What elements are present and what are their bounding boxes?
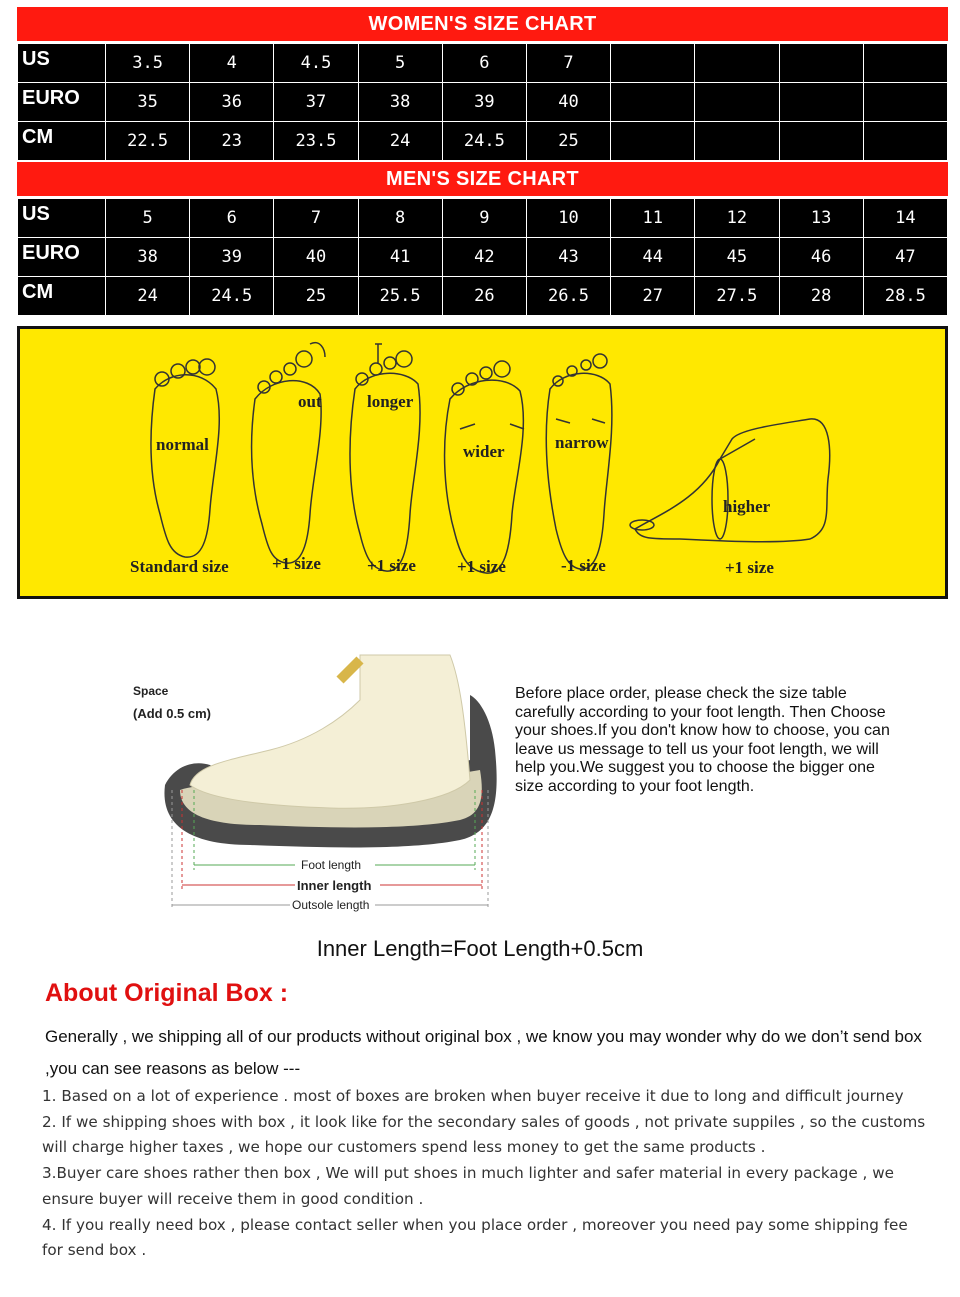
size-cell: 24: [358, 122, 442, 161]
size-cell: 25: [526, 122, 610, 161]
size-instructions: Before place order, please check the size table carefully according to your foot length. Then Choose your shoes.If you don't know how to choose, you can leave us message to tell us your foot length, we will help you.We suggest you to choose the bigger one size according to your foot length.: [515, 685, 890, 795]
reason-item: 3.Buyer care shoes rather then box , We will put shoes in much lighter and safer material in every package , we ensure buyer will receive them in good condition .: [42, 1164, 894, 1208]
size-row-label: US: [18, 199, 106, 238]
size-cell: [863, 83, 947, 122]
about-box-intro: Generally , we shipping all of our products without original box , we know you may wonder why do we don’t send box ,you can see reasons as below ---: [45, 1027, 922, 1078]
space-add-label: (Add 0.5 cm): [133, 706, 212, 721]
about-box-reasons: [42, 1084, 927, 1264]
size-cell: 13: [779, 199, 863, 238]
size-cell: 45: [695, 238, 779, 277]
size-row-label: EURO: [18, 238, 106, 277]
size-cell: 28.5: [863, 277, 947, 316]
foot-length-label: Foot length: [301, 858, 362, 872]
size-cell: 27.5: [695, 277, 779, 316]
size-cell: 26.5: [526, 277, 610, 316]
size-cell: [695, 122, 779, 161]
size-row: [18, 199, 948, 238]
label-narrow-size: -1 size: [561, 556, 606, 575]
size-cell: 35: [106, 83, 190, 122]
size-cell: 24.5: [190, 277, 274, 316]
label-higher: higher: [723, 497, 771, 516]
size-cell: [779, 44, 863, 83]
size-cell: 24.5: [442, 122, 526, 161]
size-cell: 10: [526, 199, 610, 238]
size-cell: 11: [611, 199, 695, 238]
size-row: [18, 122, 948, 161]
size-cell: 38: [358, 83, 442, 122]
label-higher-size: +1 size: [725, 558, 774, 577]
size-cell: 7: [274, 199, 358, 238]
about-box-title: About Original Box :: [45, 979, 289, 1007]
label-standard-size: Standard size: [130, 557, 229, 576]
mens-size-table: [17, 198, 948, 316]
size-cell: [695, 44, 779, 83]
size-cell: 37: [274, 83, 358, 122]
size-cell: 42: [442, 238, 526, 277]
size-cell: 25.5: [358, 277, 442, 316]
womens-size-chart: [17, 7, 948, 161]
size-cell: [695, 83, 779, 122]
label-out: out: [298, 392, 322, 411]
size-cell: 5: [106, 199, 190, 238]
size-row: [18, 238, 948, 277]
size-cell: [863, 122, 947, 161]
size-cell: 6: [442, 44, 526, 83]
inner-length-formula: Inner Length=Foot Length+0.5cm: [316, 936, 644, 961]
label-wider-size: +1 size: [457, 557, 506, 576]
size-cell: [611, 44, 695, 83]
size-cell: 39: [190, 238, 274, 277]
size-cell: 25: [274, 277, 358, 316]
size-cell: 26: [442, 277, 526, 316]
size-cell: 23.5: [274, 122, 358, 161]
size-cell: 40: [526, 83, 610, 122]
size-row-label: CM: [18, 122, 106, 161]
size-cell: 38: [106, 238, 190, 277]
size-cell: 14: [863, 199, 947, 238]
foot-type-panel: [17, 326, 948, 599]
size-cell: 43: [526, 238, 610, 277]
label-normal: normal: [156, 435, 209, 454]
label-longer-size: +1 size: [367, 556, 416, 575]
reason-item: 1. Based on a lot of experience . most of boxes are broken when buyer receive it due to long and difficult journey: [42, 1087, 904, 1105]
size-cell: 5: [358, 44, 442, 83]
size-cell: 6: [190, 199, 274, 238]
outsole-length-label: Outsole length: [292, 898, 370, 912]
size-cell: 4.5: [274, 44, 358, 83]
size-cell: 41: [358, 238, 442, 277]
size-cell: 4: [190, 44, 274, 83]
size-cell: 27: [611, 277, 695, 316]
size-cell: [779, 83, 863, 122]
womens-chart-title: WOMEN'S SIZE CHART: [17, 7, 948, 43]
size-cell: 36: [190, 83, 274, 122]
size-cell: 7: [526, 44, 610, 83]
size-row: [18, 277, 948, 316]
space-label: Space: [133, 684, 169, 698]
mens-size-chart: [17, 162, 948, 316]
size-cell: [611, 122, 695, 161]
size-cell: 22.5: [106, 122, 190, 161]
size-cell: 3.5: [106, 44, 190, 83]
inner-length-label: Inner length: [297, 878, 372, 893]
label-out-size: +1 size: [272, 554, 321, 573]
label-wider: wider: [463, 442, 505, 461]
size-cell: 39: [442, 83, 526, 122]
size-cell: 46: [779, 238, 863, 277]
size-row-label: EURO: [18, 83, 106, 122]
size-row-label: CM: [18, 277, 106, 316]
size-cell: [779, 122, 863, 161]
size-cell: 47: [863, 238, 947, 277]
size-row: [18, 44, 948, 83]
reason-item: 4. If you really need box , please contact seller when you place order , moreover you need pay some shipping fee for send box .: [42, 1215, 908, 1260]
size-cell: 9: [442, 199, 526, 238]
foot-outlines-illustration: [20, 329, 945, 596]
size-cell: 40: [274, 238, 358, 277]
size-row-label: US: [18, 44, 106, 83]
reason-item: 2. If we shipping shoes with box , it look like for the secondary sales of goods , not private suppiles , so the customs will charge higher taxes , we hope our customers spend less money to get the same products .: [42, 1112, 926, 1157]
label-longer: longer: [367, 392, 414, 411]
label-narrow: narrow: [555, 433, 609, 452]
size-cell: [611, 83, 695, 122]
size-cell: 8: [358, 199, 442, 238]
size-cell: 23: [190, 122, 274, 161]
size-row: [18, 83, 948, 122]
womens-size-table: [17, 43, 948, 161]
mens-chart-title: MEN'S SIZE CHART: [17, 162, 948, 198]
size-cell: 12: [695, 199, 779, 238]
size-cell: [863, 44, 947, 83]
size-cell: 28: [779, 277, 863, 316]
size-cell: 24: [106, 277, 190, 316]
size-cell: 44: [611, 238, 695, 277]
